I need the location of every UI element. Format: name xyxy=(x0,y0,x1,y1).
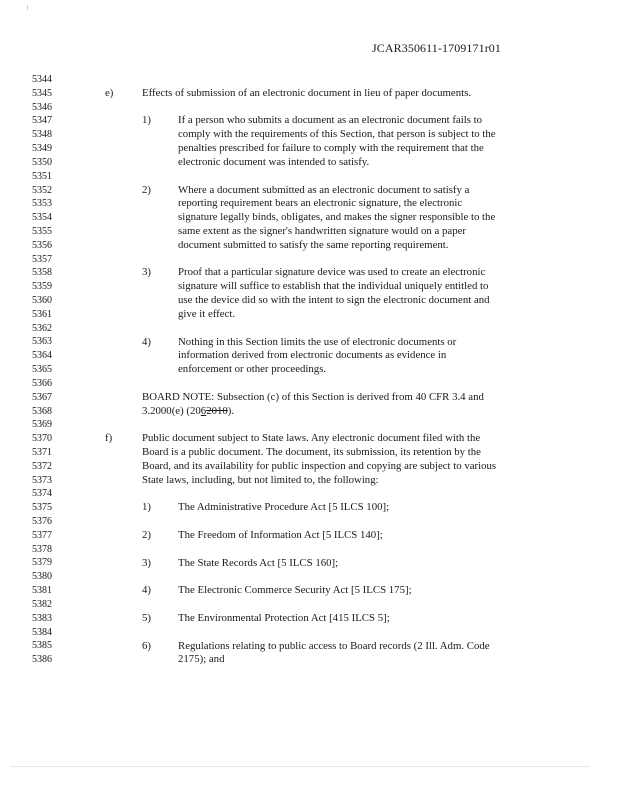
section-e-marker: e) xyxy=(105,86,114,99)
line-number: 5368 xyxy=(32,405,52,417)
line-number: 5379 xyxy=(32,557,52,569)
line-number: 5380 xyxy=(32,571,52,583)
item-e3-text: Proof that a particular signature device was used to create an electronic signature will suffice to establish that the individual uniquely entitled to use the device did so with the intent to sign the electronic document and give it effect. xyxy=(178,266,490,320)
line-number: 5381 xyxy=(32,585,52,597)
line-number: 5354 xyxy=(32,212,52,224)
item-e4-marker: 4) xyxy=(142,335,151,348)
line-number: 5364 xyxy=(32,350,52,362)
line-number: 5367 xyxy=(32,391,52,403)
item-f3-text: The State Records Act [5 ILCS 160]; xyxy=(178,556,339,569)
line-number: 5347 xyxy=(32,115,52,127)
line-number: 5353 xyxy=(32,198,52,210)
board-note: BOARD NOTE: Subsection (c) of this Section is derived from 40 CFR 3.4 and 3.2000(e) (2062010). xyxy=(142,390,484,417)
item-f6-marker: 6) xyxy=(142,639,151,652)
section-f-intro: Public document subject to State laws. Any electronic document filed with the Board is a public document. The document, its submission, its retention by the Board, and its availability for public inspection and copying are subject to various State laws, including, but not limited to, the following: xyxy=(142,432,497,486)
line-number: 5375 xyxy=(32,502,52,514)
line-number: 5369 xyxy=(32,419,52,431)
item-f6-text: Regulations relating to public access to Board records (2 Ill. Adm. Code 2175); and xyxy=(178,639,490,666)
item-e1-marker: 1) xyxy=(142,114,151,127)
line-number: 5373 xyxy=(32,474,52,486)
line-number: 5356 xyxy=(32,239,52,251)
line-number: 5351 xyxy=(32,170,52,182)
line-number-gutter xyxy=(32,73,52,667)
line-number: 5350 xyxy=(32,156,52,168)
line-number: 5362 xyxy=(32,322,52,334)
item-f3-marker: 3) xyxy=(142,556,151,569)
line-number: 5348 xyxy=(32,129,52,141)
line-number: 5352 xyxy=(32,184,52,196)
line-number: 5358 xyxy=(32,267,52,279)
inserted-text: 6 xyxy=(200,404,207,417)
item-f1-text: The Administrative Procedure Act [5 ILCS 100]; xyxy=(178,501,390,514)
item-f5-marker: 5) xyxy=(142,612,151,624)
item-f4-marker: 4) xyxy=(142,584,151,597)
item-f2-text: The Freedom of Information Act [5 ILCS 140]; xyxy=(178,529,383,541)
line-number: 5371 xyxy=(32,446,52,458)
line-number: 5345 xyxy=(32,87,52,99)
line-number: 5383 xyxy=(32,612,52,624)
line-number: 5361 xyxy=(32,308,52,320)
line-number: 5366 xyxy=(32,377,52,389)
line-number: 5372 xyxy=(32,460,52,472)
deleted-text: 2010 xyxy=(206,404,228,417)
item-e2-text: Where a document submitted as an electronic document to satisfy a reporting requirement bears an electronic signature, the electronic signature legally binds, obligates, and makes the signer responsible to the same extent as the signer's handwritten signature would on a paper document submitted to satisfy the same reporting requirement. xyxy=(178,183,496,251)
line-number: 5365 xyxy=(32,364,52,376)
line-number: 5376 xyxy=(32,516,52,527)
item-f1-marker: 1) xyxy=(142,501,151,514)
item-e4-text: Nothing in this Section limits the use of electronic documents or information derived from electronic documents as evidence in enforcement or other proceedings. xyxy=(178,335,457,376)
scan-edge-line xyxy=(10,766,590,767)
line-number: 5359 xyxy=(32,281,52,293)
line-number: 5386 xyxy=(32,654,52,666)
document-id: JCAR350611-1709171r01 xyxy=(372,41,501,55)
line-number: 5349 xyxy=(32,143,52,155)
line-number: 5370 xyxy=(32,433,52,445)
item-f4-text: The Electronic Commerce Security Act [5 ILCS 175]; xyxy=(178,584,412,597)
item-e2-marker: 2) xyxy=(142,183,151,196)
line-number: 5346 xyxy=(32,101,52,113)
line-number: 5360 xyxy=(32,295,52,306)
line-number: 5382 xyxy=(32,598,52,610)
item-f5-text: The Environmental Protection Act [415 ILCS 5]; xyxy=(178,612,390,624)
line-number: 5374 xyxy=(32,488,52,500)
line-number: 5385 xyxy=(32,640,52,652)
line-number: 5384 xyxy=(32,626,52,638)
item-f2-marker: 2) xyxy=(142,529,151,541)
section-f-marker: f) xyxy=(105,432,113,445)
item-e3-marker: 3) xyxy=(142,266,151,279)
line-number: 5378 xyxy=(32,543,52,555)
line-number: 5355 xyxy=(32,225,52,237)
scan-speck xyxy=(27,5,28,10)
line-number: 5344 xyxy=(32,74,52,85)
line-number: 5377 xyxy=(32,529,52,541)
section-e-heading: Effects of submission of an electronic document in lieu of paper documents. xyxy=(142,86,472,99)
line-number: 5363 xyxy=(32,336,52,348)
item-e1-text: If a person who submits a document as an electronic document fails to comply with the requirements of this Section, that person is subject to the penalties prescribed for failure to comply with the requirement that the electronic document was intended to satisfy. xyxy=(178,114,496,168)
line-number: 5357 xyxy=(32,253,52,265)
